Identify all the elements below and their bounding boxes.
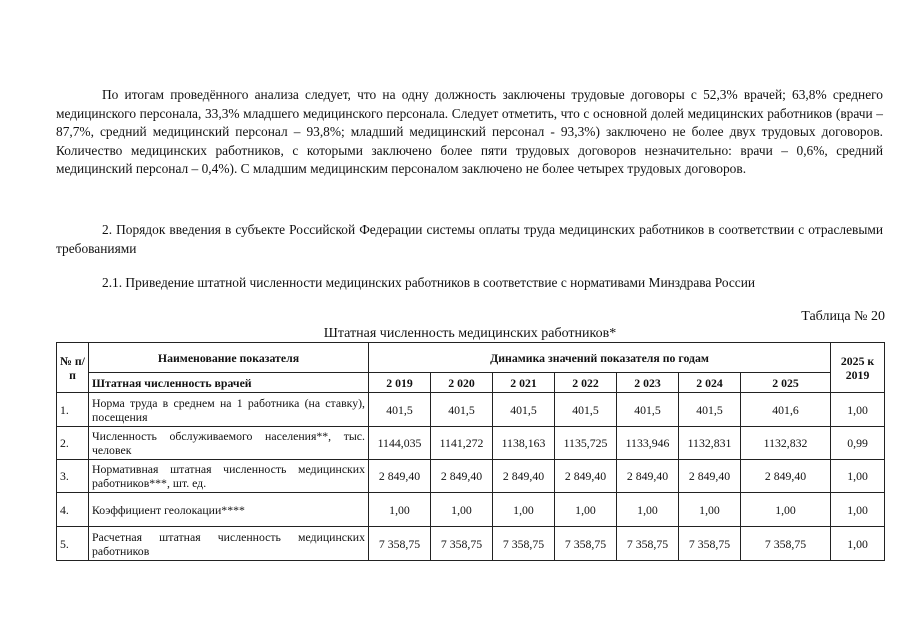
table-row: [57, 460, 885, 493]
value-cell: 7 358,75: [679, 527, 741, 561]
section-2-1-heading: 2.1. Приведение штатной численности медицинских работников в соответствие с нормативами Минздрава России: [102, 275, 756, 290]
header-name: Наименование показателя: [89, 343, 369, 373]
row-num: 2.: [57, 427, 89, 460]
year-cell: 2 025: [741, 373, 831, 393]
value-cell: 1141,272: [431, 427, 493, 460]
year-cell: 2 019: [369, 373, 431, 393]
value-cell: 1,00: [617, 493, 679, 527]
table-subheader-row: [57, 373, 885, 393]
table-caption: Штатная численность медицинских работников*: [323, 326, 617, 341]
value-cell: 401,5: [493, 393, 555, 427]
analysis-paragraph: По итогам проведённого анализа следует, что на одну должность заключены трудовые договоры с 52,3% врачей; 63,8% среднего медицинского персонала, 33,3% младшего медицинского персонала. Следует отметить, что с основной долей медицинских работников (врачи – 87,7%, средний медицинский персонал – 93,8%; младший медицинский персонал - 93,3%) заключено не более двух трудовых договоров. Количество медицинских работников, с которыми заключено более пяти трудовых договоров незначительно: врачи – 0,6%, средний медицинский персонал – 0,4%). С младшим медицинским персоналом заключено не более четырех трудовых договоров.: [56, 87, 883, 177]
row-num: 4.: [57, 493, 89, 527]
value-cell: 401,5: [555, 393, 617, 427]
section-2-heading: 2. Порядок введения в субъекте Российской Федерации системы оплаты труда медицинских работников в соответствии с отраслевыми требованиями: [56, 222, 883, 256]
value-cell: 1132,831: [679, 427, 741, 460]
year-cell: 2 020: [431, 373, 493, 393]
ratio-cell: 1,00: [831, 493, 885, 527]
value-cell: 1132,832: [741, 427, 831, 460]
ratio-cell: 0,99: [831, 427, 885, 460]
value-cell: 7 358,75: [431, 527, 493, 561]
value-cell: 2 849,40: [741, 460, 831, 493]
year-cell: 2 021: [493, 373, 555, 393]
row-name: Расчетная штатная численность медицинских работников: [89, 527, 369, 561]
value-cell: 401,5: [369, 393, 431, 427]
value-cell: 1,00: [369, 493, 431, 527]
value-cell: 7 358,75: [369, 527, 431, 561]
value-cell: 401,5: [617, 393, 679, 427]
value-cell: 401,5: [431, 393, 493, 427]
value-cell: 2 849,40: [493, 460, 555, 493]
ratio-cell: 1,00: [831, 527, 885, 561]
value-cell: 401,5: [679, 393, 741, 427]
row-name: Нормативная штатная численность медицинских работников***, шт. ед.: [89, 460, 369, 493]
value-cell: 2 849,40: [679, 460, 741, 493]
subheader-label: Штатная численность врачей: [89, 373, 369, 393]
year-cell: 2 023: [617, 373, 679, 393]
table-header-row: [57, 343, 885, 373]
value-cell: 7 358,75: [617, 527, 679, 561]
value-cell: 1138,163: [493, 427, 555, 460]
header-num: № п/п: [57, 343, 89, 393]
table-row: [57, 393, 885, 427]
value-cell: 401,6: [741, 393, 831, 427]
value-cell: 1,00: [555, 493, 617, 527]
row-num: 5.: [57, 527, 89, 561]
value-cell: 7 358,75: [493, 527, 555, 561]
row-name: Норма труда в среднем на 1 работника (на ставку), посещения: [89, 393, 369, 427]
table-number: Таблица № 20: [801, 309, 885, 324]
table-row: [57, 527, 885, 561]
value-cell: 2 849,40: [369, 460, 431, 493]
value-cell: 2 849,40: [617, 460, 679, 493]
ratio-cell: 1,00: [831, 393, 885, 427]
value-cell: 1,00: [679, 493, 741, 527]
row-num: 3.: [57, 460, 89, 493]
value-cell: 1,00: [741, 493, 831, 527]
value-cell: 1133,946: [617, 427, 679, 460]
row-num: 1.: [57, 393, 89, 427]
ratio-cell: 1,00: [831, 460, 885, 493]
value-cell: 7 358,75: [555, 527, 617, 561]
row-name: Численность обслуживаемого населения**, тыс. человек: [89, 427, 369, 460]
value-cell: 2 849,40: [555, 460, 617, 493]
table-row: [57, 493, 885, 527]
header-ratio: 2025 к 2019: [831, 343, 885, 393]
row-name: Коэффициент геолокации****: [89, 493, 369, 527]
year-cell: 2 024: [679, 373, 741, 393]
staffing-table: [56, 342, 885, 561]
year-cell: 2 022: [555, 373, 617, 393]
value-cell: 1,00: [493, 493, 555, 527]
value-cell: 1,00: [431, 493, 493, 527]
value-cell: 7 358,75: [741, 527, 831, 561]
table-row: [57, 427, 885, 460]
value-cell: 1144,035: [369, 427, 431, 460]
value-cell: 1135,725: [555, 427, 617, 460]
header-dynamics: Динамика значений показателя по годам: [369, 343, 831, 373]
value-cell: 2 849,40: [431, 460, 493, 493]
